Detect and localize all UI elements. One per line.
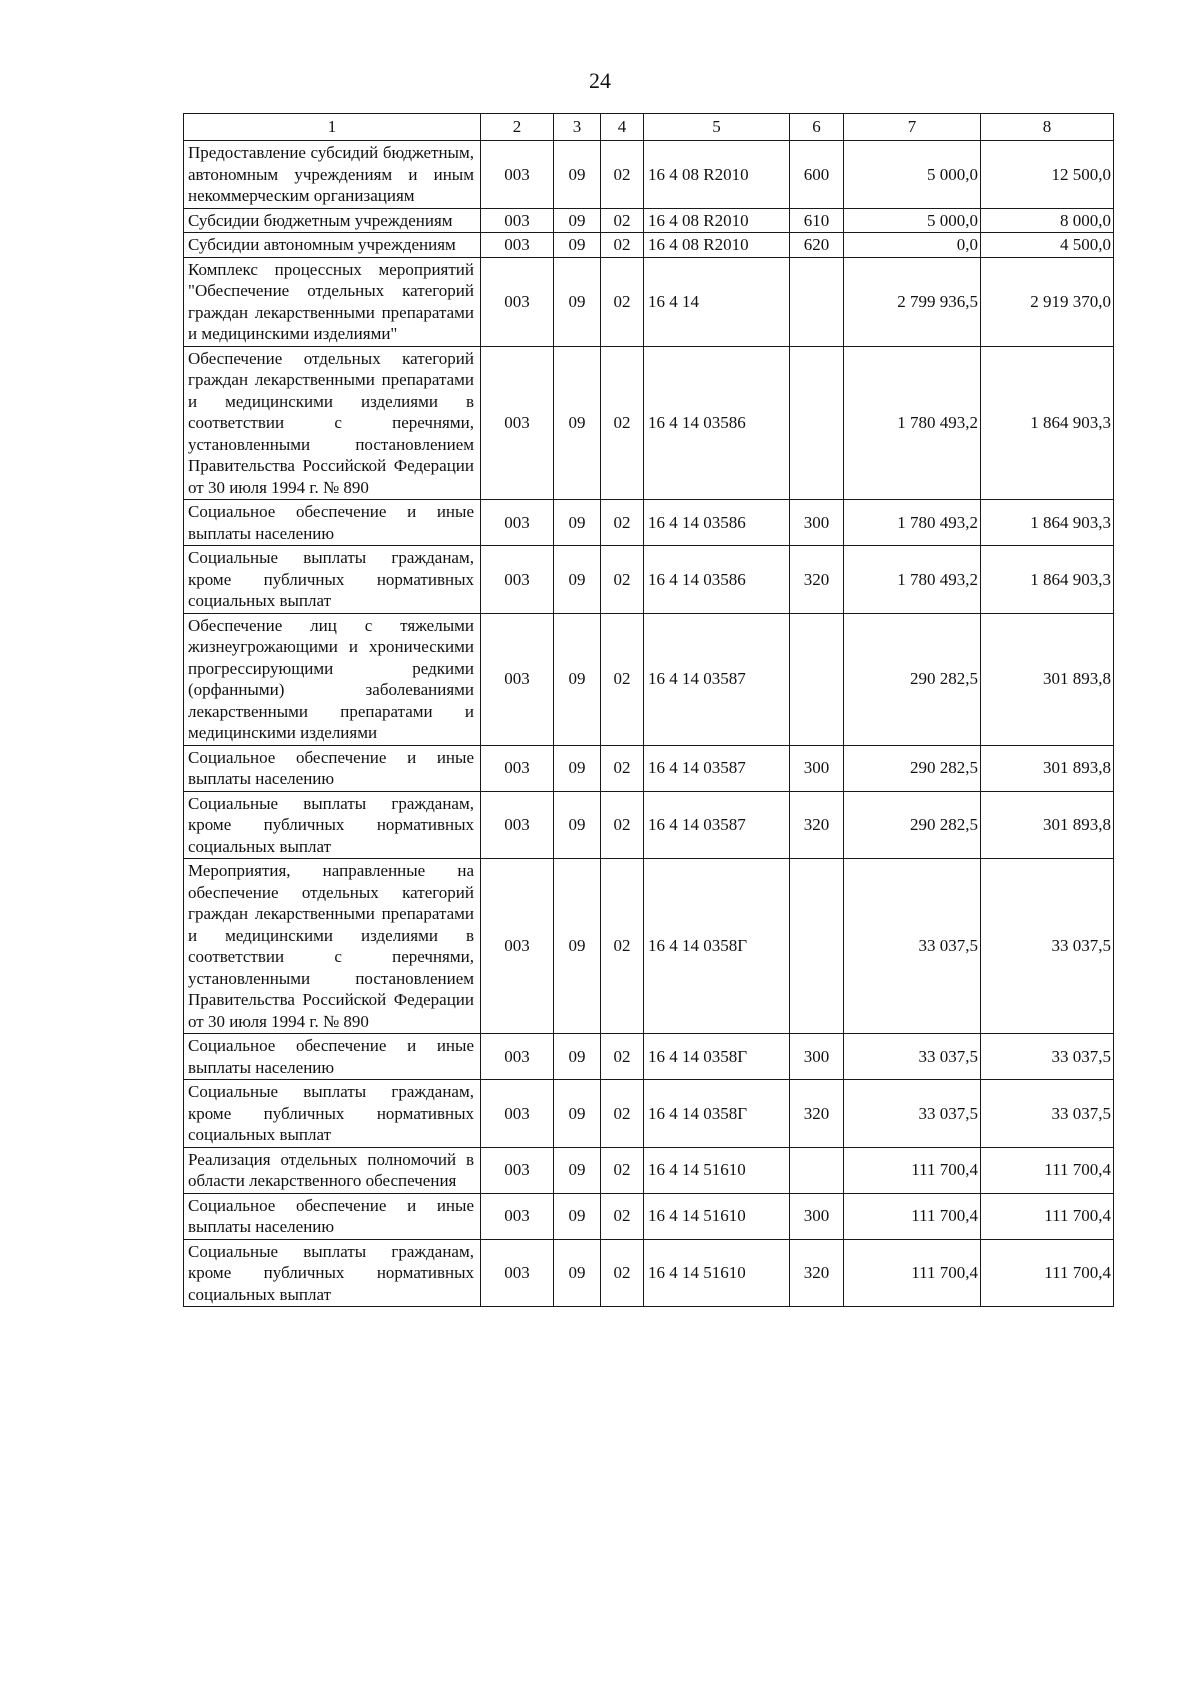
section-code-cell: 09 bbox=[554, 1034, 601, 1080]
subsection-code-cell: 02 bbox=[601, 613, 644, 745]
amount-year-1-cell: 290 282,5 bbox=[844, 613, 981, 745]
ministry-code-cell: 003 bbox=[481, 346, 554, 500]
target-item-code-cell: 16 4 14 03586 bbox=[644, 500, 790, 546]
row-name-cell: Социальное обеспечение и иные выплаты населению bbox=[184, 1034, 481, 1080]
target-item-code-cell: 16 4 14 51610 bbox=[644, 1193, 790, 1239]
expense-type-code-cell: 300 bbox=[790, 1034, 844, 1080]
table-row bbox=[184, 1147, 1114, 1193]
header-col-3: 3 bbox=[554, 114, 601, 141]
amount-year-2-cell: 1 864 903,3 bbox=[981, 346, 1114, 500]
section-code-cell: 09 bbox=[554, 791, 601, 859]
subsection-code-cell: 02 bbox=[601, 500, 644, 546]
ministry-code-cell: 003 bbox=[481, 1034, 554, 1080]
amount-year-1-cell: 5 000,0 bbox=[844, 208, 981, 233]
target-item-code-cell: 16 4 14 0358Г bbox=[644, 859, 790, 1034]
row-name-cell: Субсидии бюджетным учреждениям bbox=[184, 208, 481, 233]
section-code-cell: 09 bbox=[554, 1193, 601, 1239]
amount-year-1-cell: 33 037,5 bbox=[844, 859, 981, 1034]
expense-type-code-cell: 600 bbox=[790, 141, 844, 209]
ministry-code-cell: 003 bbox=[481, 859, 554, 1034]
row-name-cell: Субсидии автономным учреждениям bbox=[184, 233, 481, 258]
amount-year-1-cell: 111 700,4 bbox=[844, 1193, 981, 1239]
table-row bbox=[184, 257, 1114, 346]
expense-type-code-cell: 320 bbox=[790, 791, 844, 859]
section-code-cell: 09 bbox=[554, 257, 601, 346]
ministry-code-cell: 003 bbox=[481, 257, 554, 346]
amount-year-2-cell: 4 500,0 bbox=[981, 233, 1114, 258]
section-code-cell: 09 bbox=[554, 745, 601, 791]
target-item-code-cell: 16 4 08 R2010 bbox=[644, 141, 790, 209]
target-item-code-cell: 16 4 14 51610 bbox=[644, 1239, 790, 1307]
target-item-code-cell: 16 4 14 03586 bbox=[644, 546, 790, 614]
subsection-code-cell: 02 bbox=[601, 208, 644, 233]
amount-year-1-cell: 1 780 493,2 bbox=[844, 500, 981, 546]
row-name-cell: Социальные выплаты гражданам, кроме публичных нормативных социальных выплат bbox=[184, 546, 481, 614]
expense-type-code-cell bbox=[790, 346, 844, 500]
section-code-cell: 09 bbox=[554, 1147, 601, 1193]
amount-year-1-cell: 33 037,5 bbox=[844, 1034, 981, 1080]
ministry-code-cell: 003 bbox=[481, 1193, 554, 1239]
target-item-code-cell: 16 4 14 51610 bbox=[644, 1147, 790, 1193]
ministry-code-cell: 003 bbox=[481, 613, 554, 745]
header-col-6: 6 bbox=[790, 114, 844, 141]
expense-type-code-cell: 610 bbox=[790, 208, 844, 233]
subsection-code-cell: 02 bbox=[601, 745, 644, 791]
amount-year-1-cell: 1 780 493,2 bbox=[844, 346, 981, 500]
section-code-cell: 09 bbox=[554, 546, 601, 614]
ministry-code-cell: 003 bbox=[481, 1080, 554, 1148]
target-item-code-cell: 16 4 14 0358Г bbox=[644, 1034, 790, 1080]
expense-type-code-cell: 320 bbox=[790, 1080, 844, 1148]
header-col-4: 4 bbox=[601, 114, 644, 141]
target-item-code-cell: 16 4 14 03587 bbox=[644, 745, 790, 791]
section-code-cell: 09 bbox=[554, 500, 601, 546]
table-header bbox=[184, 114, 1114, 141]
amount-year-2-cell: 301 893,8 bbox=[981, 745, 1114, 791]
table-row bbox=[184, 1034, 1114, 1080]
header-row bbox=[184, 114, 1114, 141]
target-item-code-cell: 16 4 14 0358Г bbox=[644, 1080, 790, 1148]
table-row bbox=[184, 859, 1114, 1034]
row-name-cell: Реализация отдельных полномочий в области лекарственного обеспечения bbox=[184, 1147, 481, 1193]
subsection-code-cell: 02 bbox=[601, 1239, 644, 1307]
subsection-code-cell: 02 bbox=[601, 1147, 644, 1193]
subsection-code-cell: 02 bbox=[601, 1034, 644, 1080]
table-body bbox=[184, 141, 1114, 1307]
subsection-code-cell: 02 bbox=[601, 346, 644, 500]
expense-type-code-cell: 620 bbox=[790, 233, 844, 258]
target-item-code-cell: 16 4 14 bbox=[644, 257, 790, 346]
amount-year-1-cell: 290 282,5 bbox=[844, 745, 981, 791]
row-name-cell: Социальные выплаты гражданам, кроме публичных нормативных социальных выплат bbox=[184, 1239, 481, 1307]
section-code-cell: 09 bbox=[554, 1239, 601, 1307]
expense-type-code-cell: 320 bbox=[790, 546, 844, 614]
amount-year-1-cell: 33 037,5 bbox=[844, 1080, 981, 1148]
header-col-8: 8 bbox=[981, 114, 1114, 141]
table-row bbox=[184, 745, 1114, 791]
amount-year-2-cell: 33 037,5 bbox=[981, 1034, 1114, 1080]
subsection-code-cell: 02 bbox=[601, 141, 644, 209]
amount-year-2-cell: 1 864 903,3 bbox=[981, 546, 1114, 614]
amount-year-2-cell: 1 864 903,3 bbox=[981, 500, 1114, 546]
ministry-code-cell: 003 bbox=[481, 546, 554, 614]
subsection-code-cell: 02 bbox=[601, 791, 644, 859]
header-col-5: 5 bbox=[644, 114, 790, 141]
header-col-2: 2 bbox=[481, 114, 554, 141]
target-item-code-cell: 16 4 14 03587 bbox=[644, 791, 790, 859]
row-name-cell: Обеспечение отдельных категорий граждан лекарственными препаратами и медицинскими изделиями в соответствии с перечнями, установленными постановлением Правительства Российской Федерации от 30 июля 1994 г. № 890 bbox=[184, 346, 481, 500]
amount-year-1-cell: 2 799 936,5 bbox=[844, 257, 981, 346]
row-name-cell: Обеспечение лиц с тяжелыми жизнеугрожающими и хроническими прогрессирующими редкими (орфанными) заболеваниями лекарственными препаратами и медицинскими изделиями bbox=[184, 613, 481, 745]
expense-type-code-cell: 300 bbox=[790, 1193, 844, 1239]
amount-year-2-cell: 2 919 370,0 bbox=[981, 257, 1114, 346]
ministry-code-cell: 003 bbox=[481, 1147, 554, 1193]
target-item-code-cell: 16 4 08 R2010 bbox=[644, 233, 790, 258]
table-row bbox=[184, 141, 1114, 209]
target-item-code-cell: 16 4 08 R2010 bbox=[644, 208, 790, 233]
expense-type-code-cell: 300 bbox=[790, 745, 844, 791]
amount-year-1-cell: 290 282,5 bbox=[844, 791, 981, 859]
expense-type-code-cell: 300 bbox=[790, 500, 844, 546]
section-code-cell: 09 bbox=[554, 233, 601, 258]
subsection-code-cell: 02 bbox=[601, 859, 644, 1034]
ministry-code-cell: 003 bbox=[481, 745, 554, 791]
table-row bbox=[184, 1080, 1114, 1148]
ministry-code-cell: 003 bbox=[481, 500, 554, 546]
amount-year-1-cell: 111 700,4 bbox=[844, 1239, 981, 1307]
amount-year-1-cell: 111 700,4 bbox=[844, 1147, 981, 1193]
header-col-1: 1 bbox=[184, 114, 481, 141]
section-code-cell: 09 bbox=[554, 613, 601, 745]
target-item-code-cell: 16 4 14 03587 bbox=[644, 613, 790, 745]
row-name-cell: Социальное обеспечение и иные выплаты населению bbox=[184, 745, 481, 791]
expense-type-code-cell bbox=[790, 257, 844, 346]
ministry-code-cell: 003 bbox=[481, 141, 554, 209]
ministry-code-cell: 003 bbox=[481, 1239, 554, 1307]
target-item-code-cell: 16 4 14 03586 bbox=[644, 346, 790, 500]
section-code-cell: 09 bbox=[554, 859, 601, 1034]
page-number: 24 bbox=[589, 68, 611, 93]
row-name-cell: Социальное обеспечение и иные выплаты населению bbox=[184, 1193, 481, 1239]
subsection-code-cell: 02 bbox=[601, 1193, 644, 1239]
row-name-cell: Комплекс процессных мероприятий "Обеспечение отдельных категорий граждан лекарственными препаратами и медицинскими изделиями" bbox=[184, 257, 481, 346]
row-name-cell: Мероприятия, направленные на обеспечение отдельных категорий граждан лекарственными препаратами и медицинскими изделиями в соответствии с перечнями, установленными постановлением Правительства Российской Федерации от 30 июля 1994 г. № 890 bbox=[184, 859, 481, 1034]
table-row bbox=[184, 233, 1114, 258]
amount-year-2-cell: 33 037,5 bbox=[981, 1080, 1114, 1148]
subsection-code-cell: 02 bbox=[601, 546, 644, 614]
row-name-cell: Предоставление субсидий бюджетным, автономным учреждениям и иным некоммерческим организациям bbox=[184, 141, 481, 209]
amount-year-1-cell: 1 780 493,2 bbox=[844, 546, 981, 614]
amount-year-2-cell: 301 893,8 bbox=[981, 613, 1114, 745]
table-row bbox=[184, 346, 1114, 500]
amount-year-2-cell: 8 000,0 bbox=[981, 208, 1114, 233]
amount-year-1-cell: 5 000,0 bbox=[844, 141, 981, 209]
ministry-code-cell: 003 bbox=[481, 233, 554, 258]
amount-year-2-cell: 33 037,5 bbox=[981, 859, 1114, 1034]
amount-year-1-cell: 0,0 bbox=[844, 233, 981, 258]
ministry-code-cell: 003 bbox=[481, 208, 554, 233]
amount-year-2-cell: 111 700,4 bbox=[981, 1193, 1114, 1239]
table-row bbox=[184, 208, 1114, 233]
row-name-cell: Социальные выплаты гражданам, кроме публичных нормативных социальных выплат bbox=[184, 791, 481, 859]
amount-year-2-cell: 301 893,8 bbox=[981, 791, 1114, 859]
section-code-cell: 09 bbox=[554, 141, 601, 209]
subsection-code-cell: 02 bbox=[601, 1080, 644, 1148]
header-col-7: 7 bbox=[844, 114, 981, 141]
section-code-cell: 09 bbox=[554, 1080, 601, 1148]
table-row bbox=[184, 613, 1114, 745]
row-name-cell: Социальное обеспечение и иные выплаты населению bbox=[184, 500, 481, 546]
expense-type-code-cell: 320 bbox=[790, 1239, 844, 1307]
ministry-code-cell: 003 bbox=[481, 791, 554, 859]
expense-type-code-cell bbox=[790, 859, 844, 1034]
table-row bbox=[184, 791, 1114, 859]
amount-year-2-cell: 12 500,0 bbox=[981, 141, 1114, 209]
table-row bbox=[184, 546, 1114, 614]
expense-type-code-cell bbox=[790, 1147, 844, 1193]
amount-year-2-cell: 111 700,4 bbox=[981, 1239, 1114, 1307]
expense-type-code-cell bbox=[790, 613, 844, 745]
subsection-code-cell: 02 bbox=[601, 257, 644, 346]
section-code-cell: 09 bbox=[554, 346, 601, 500]
budget-table bbox=[183, 113, 1114, 1307]
table-row bbox=[184, 500, 1114, 546]
subsection-code-cell: 02 bbox=[601, 233, 644, 258]
table-row bbox=[184, 1193, 1114, 1239]
table-row bbox=[184, 1239, 1114, 1307]
section-code-cell: 09 bbox=[554, 208, 601, 233]
row-name-cell: Социальные выплаты гражданам, кроме публичных нормативных социальных выплат bbox=[184, 1080, 481, 1148]
amount-year-2-cell: 111 700,4 bbox=[981, 1147, 1114, 1193]
